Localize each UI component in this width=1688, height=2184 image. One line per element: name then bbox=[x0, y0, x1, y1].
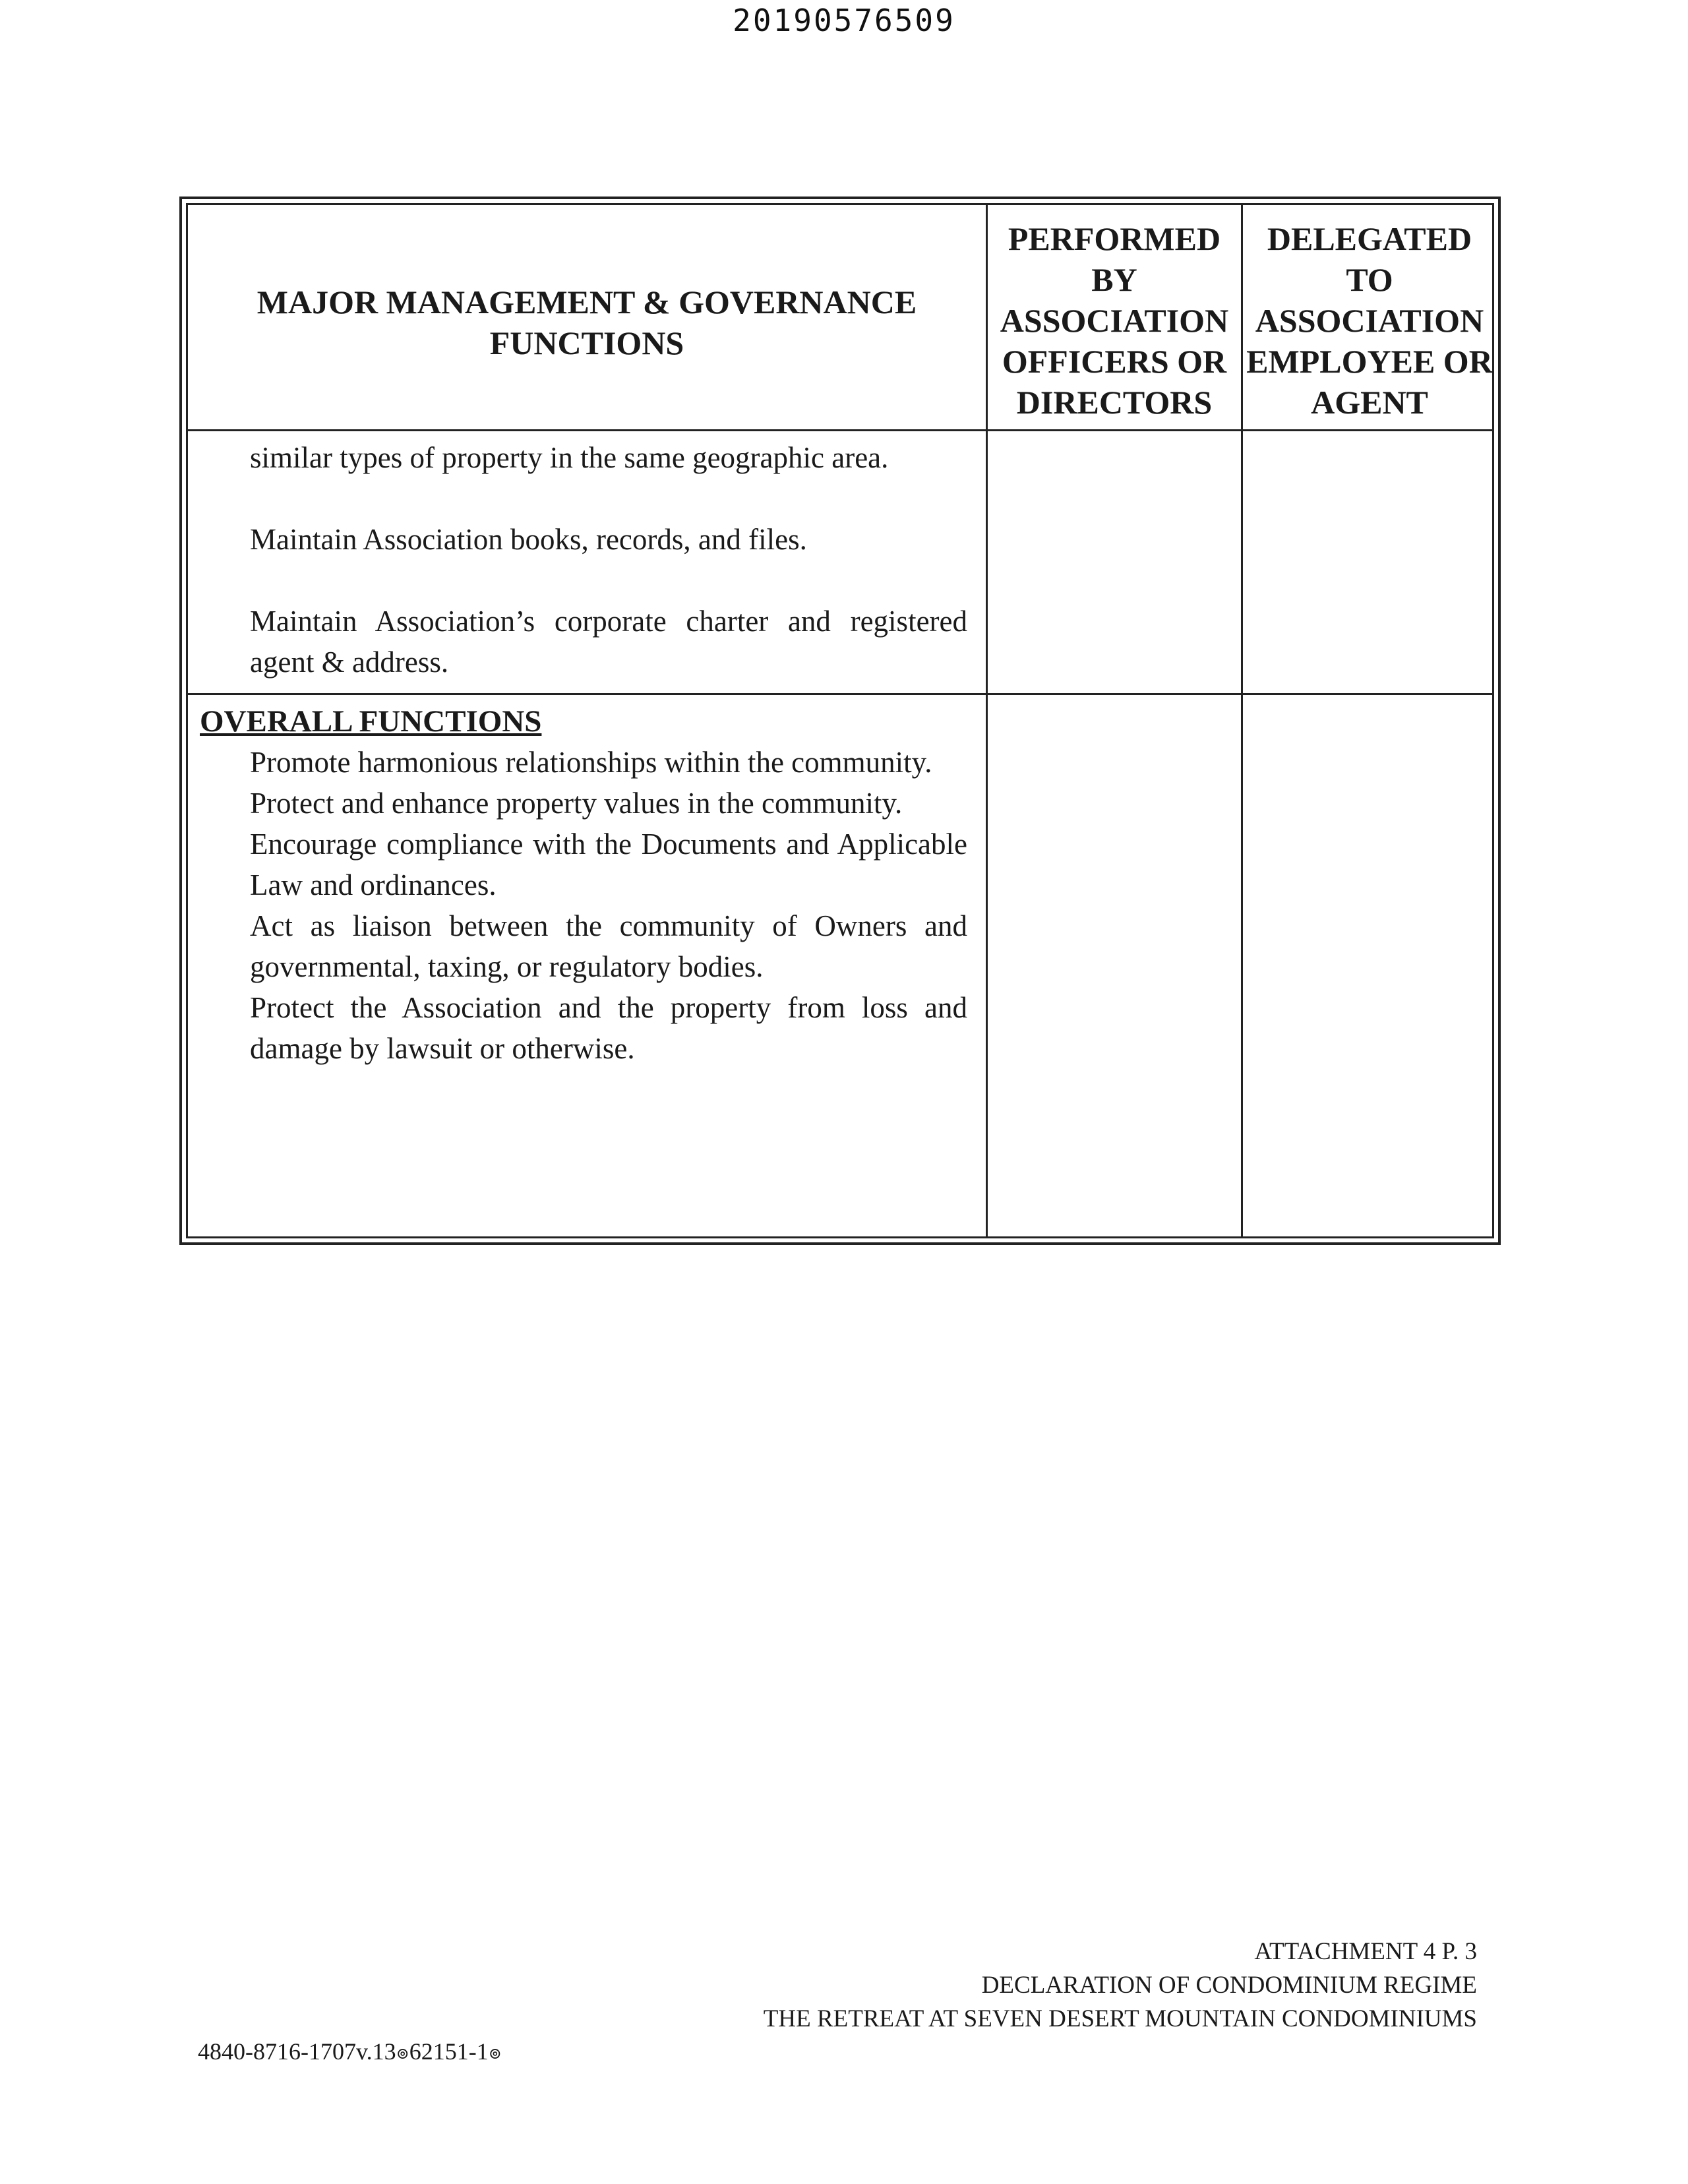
section-title-overall-functions: OVERALL FUNCTIONS bbox=[200, 704, 542, 739]
function-line: Protect and enhance property values in the community. bbox=[250, 787, 903, 820]
document-id bbox=[198, 2038, 502, 2065]
function-line: similar types of property in the same geographic area. bbox=[250, 441, 889, 474]
circle-mark-icon: ⊚ bbox=[488, 2046, 502, 2063]
row-1-functions-cell bbox=[250, 437, 967, 682]
footer-attachment: ATTACHMENT 4 P. 3 bbox=[1254, 1938, 1477, 1965]
functions-table-inner bbox=[186, 203, 1494, 1238]
document-id-matter: 62151-1 bbox=[409, 2038, 489, 2065]
function-line: Act as liaison between the community of Owners and governmental, taxing, or regulatory bodies. bbox=[250, 909, 967, 983]
footer-declaration: DECLARATION OF CONDOMINIUM REGIME bbox=[981, 1972, 1477, 1999]
row-divider bbox=[188, 693, 1492, 695]
function-line: Maintain Association’s corporate charter and registered agent & address. bbox=[250, 605, 967, 679]
row-2-functions-cell bbox=[200, 701, 967, 1069]
header-divider bbox=[188, 429, 1492, 431]
function-line: Maintain Association books, records, and files. bbox=[250, 523, 807, 556]
function-line: Protect the Association and the property from loss and damage by lawsuit or otherwise. bbox=[250, 991, 967, 1065]
document-id-number: 4840-8716-1707v.13 bbox=[198, 2038, 396, 2065]
footer-caption bbox=[764, 1935, 1477, 2036]
header-major-functions: MAJOR MANAGEMENT & GOVERNANCE FUNCTIONS bbox=[256, 284, 917, 361]
functions-table bbox=[179, 197, 1501, 1245]
header-performed-by-officers: PERFORMED BY ASSOCIATION OFFICERS OR DIRECTORS bbox=[1000, 220, 1229, 421]
recording-number: 20190576509 bbox=[733, 3, 955, 38]
function-line: Promote harmonious relationships within the community. bbox=[250, 746, 932, 779]
circle-mark-icon: ⊚ bbox=[396, 2046, 409, 2063]
header-delegated-to-agent: DELEGATED TO ASSOCIATION EMPLOYEE OR AGENT bbox=[1246, 220, 1493, 421]
function-line: Encourage compliance with the Documents and Applicable Law and ordinances. bbox=[250, 828, 967, 901]
footer-project-name: THE RETREAT AT SEVEN DESERT MOUNTAIN CONDOMINIUMS bbox=[763, 2005, 1477, 2032]
